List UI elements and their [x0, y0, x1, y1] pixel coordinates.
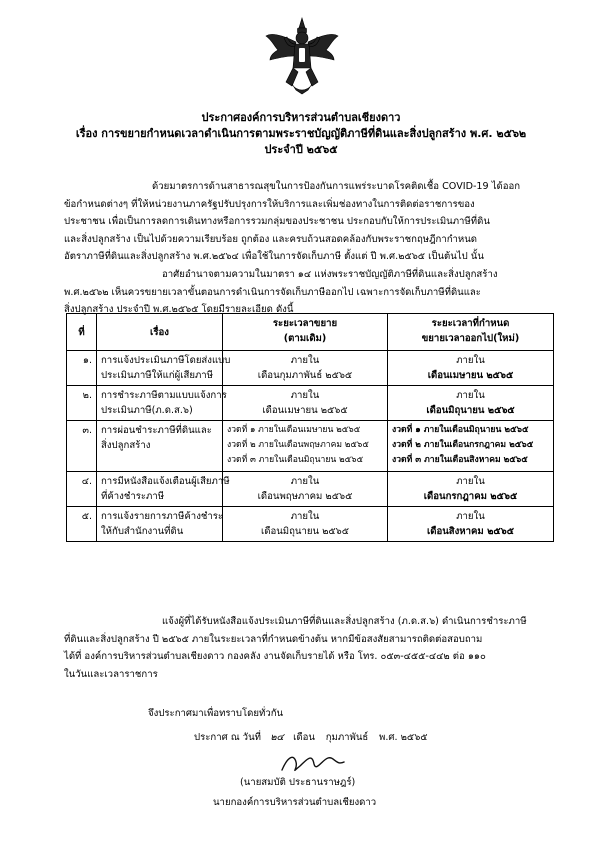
- row-old-period: [223, 351, 388, 386]
- row-no: ๑.: [67, 351, 97, 386]
- authority-line: สิ่งปลูกสร้าง ประจำปี พ.ศ.๒๕๖๕ โดยมีรายละเอียด ดังนี้: [64, 304, 294, 315]
- row-old-line: เดือนเมษายน ๒๕๖๕: [262, 405, 348, 416]
- row-old-line: งวดที่ ๑ ภายในเดือนเมษายน ๒๕๖๕: [227, 425, 361, 435]
- row-no: ๒.: [67, 386, 97, 421]
- row-subject-line: ประเมินภาษี(ภ.ด.ส.๖): [101, 405, 193, 416]
- row-subject: [97, 351, 231, 386]
- announcement-subject: เรื่อง การขยายกำหนดเวลาดำเนินการตามพระราชบัญญัติภาษีที่ดินและสิ่งปลูกสร้าง พ.ศ. ๒๕๖๒: [75, 127, 527, 140]
- intro-line: ด้วยมาตรการด้านสาธารณสุขในการป้องกันการแพร่ระบาดโรคติดเชื้อ COVID-19 ได้ออก: [152, 181, 521, 192]
- header-subject: เรื่อง: [97, 314, 223, 351]
- row-new-line: งวดที่ ๑ ภายในเดือนมิถุนายน ๒๕๖๕: [392, 425, 529, 435]
- notice-line: ที่ดินและสิ่งปลูกสร้าง ปี ๒๕๖๕ ภายในระยะเวลาที่กำหนดข้างต้น หากมีข้อสงสัยสามารถติดต่อสอบถาม: [64, 633, 483, 645]
- date-month-label: เดือน: [293, 732, 315, 743]
- row-subject: [97, 386, 227, 421]
- header-new-period: [388, 314, 554, 351]
- notice-line: แจ้งผู้ที่ได้รับหนังสือแจ้งประเมินภาษีที่ดินและสิ่งปลูกสร้าง (ภ.ด.ส.๖) ดำเนินการชำระภาษี: [162, 616, 527, 627]
- row-no: ๓.: [67, 421, 97, 472]
- notice-line: ได้ที่ องค์การบริหารส่วนตำบลเชียงดาว กองคลัง งานจัดเก็บรายได้ หรือ โทร. ๐๕๓-๔๕๕-๔๔๒ ต่อ ๑๑๐: [64, 651, 486, 662]
- row-new-period: [388, 386, 554, 421]
- row-old-line: งวดที่ ๓ ภายในเดือนมิถุนายน ๒๕๖๕: [227, 455, 364, 465]
- row-subject-line: การชำระภาษีตามแบบแจ้งการ: [101, 390, 227, 401]
- header-new-line2: ขยายเวลาออกไป(ใหม่): [421, 333, 520, 344]
- header-old-line2: (ตามเดิม): [283, 333, 327, 344]
- signatory-name: (นายสมบัติ ประธานราษฎร์): [240, 777, 356, 788]
- row-new-line: เดือนสิงหาคม ๒๕๖๕: [426, 526, 515, 537]
- row-subject-line: ให้กับสำนักงานที่ดิน: [101, 526, 184, 537]
- table-row: [67, 351, 554, 386]
- row-subject-line: ประเมินภาษีให้แก่ผู้เสียภาษี: [101, 370, 214, 381]
- header-old-period: [223, 314, 388, 351]
- intro-line: ประชาชน เพื่อเป็นการลดการเดินทางหรือการรวมกลุ่มของประชาชน ประกอบกับให้การประเมินภาษีที่ดิน: [64, 216, 490, 227]
- header-no: ที่: [67, 314, 97, 351]
- intro-line: ข้อกำหนดต่างๆ ที่ให้หน่วยงานภาครัฐปรับปรุงการให้บริการและเพิ่มช่องทางในการติดต่อราชการของ: [64, 198, 475, 210]
- notice-paragraph: [64, 613, 552, 683]
- date-year: พ.ศ. ๒๕๖๕: [379, 732, 428, 743]
- row-subject: [97, 472, 230, 507]
- row-old-period: [223, 421, 388, 472]
- row-subject-line: การแจ้งประเมินภาษีโดยส่งแบบ: [101, 355, 231, 366]
- row-new-period: [388, 507, 554, 542]
- notice-line: ในวันและเวลาราชการ: [64, 668, 158, 680]
- row-old-line: เดือนมิถุนายน ๒๕๖๕: [260, 526, 350, 537]
- row-old-period: [223, 386, 388, 421]
- date-prefix: ประกาศ ณ วันที่: [194, 732, 261, 743]
- intro-line: อัตราภาษีที่ดินและสิ่งปลูกสร้าง พ.ศ.๒๕๖๔ เพื่อใช้ในการจัดเก็บภาษี ตั้งแต่ ปี พ.ศ.๒๕๖๕ เป็นต้นไป นั้น: [64, 251, 484, 262]
- header-old-line1: ระยะเวลาขยาย: [272, 318, 338, 329]
- row-new-line: เดือนมิถุนายน ๒๕๖๕: [426, 405, 515, 416]
- row-new-line: ภายใน: [456, 390, 485, 401]
- header-new-line1: ระยะเวลาที่กำหนด: [431, 318, 510, 329]
- row-old-line: งวดที่ ๒ ภายในเดือนพฤษภาคม ๒๕๖๕: [227, 440, 369, 450]
- table-row: [67, 386, 554, 421]
- row-new-line: ภายใน: [456, 355, 485, 366]
- row-old-line: ภายใน: [290, 390, 320, 401]
- table-row: [67, 421, 554, 472]
- row-subject-line: สิ่งปลูกสร้าง: [101, 440, 151, 451]
- row-old-period: [223, 472, 388, 507]
- row-new-line: งวดที่ ๓ ภายในเดือนสิงหาคม ๒๕๖๕: [392, 455, 528, 465]
- garuda-emblem-icon: [264, 16, 340, 96]
- row-new-line: เดือนกรกฎาคม ๒๕๖๕: [423, 491, 518, 502]
- table-header-row: [67, 314, 554, 351]
- date-day: ๒๔: [270, 732, 284, 743]
- row-old-period: [223, 507, 388, 542]
- row-new-line: เดือนเมษายน ๒๕๖๕: [427, 370, 514, 381]
- row-subject-line: ที่ค้างชำระภาษี: [101, 491, 165, 502]
- signatory-position: นายกองค์การบริหารส่วนตำบลเชียงดาว: [213, 797, 377, 808]
- intro-line: และสิ่งปลูกสร้าง เป็นไปด้วยความเรียบร้อย ถูกต้อง และครบถ้วนสอดคล้องกับพระราชกฤษฎีกากำหนด: [64, 233, 478, 245]
- announcement-date: [194, 730, 428, 745]
- row-subject-line: การแจ้งรายการภาษีค้างชำระ: [101, 511, 224, 522]
- row-old-line: เดือนกุมภาพันธ์ ๒๕๖๕: [257, 370, 353, 381]
- row-old-line: เดือนพฤษภาคม ๒๕๖๕: [257, 491, 353, 502]
- row-subject: [97, 507, 223, 542]
- row-no: ๔.: [67, 472, 97, 507]
- row-old-line: ภายใน: [290, 511, 320, 522]
- authority-line: พ.ศ.๒๕๖๒ เห็นควรขยายเวลาขั้นตอนการดำเนินการจัดเก็บภาษีออกไป เฉพาะการจัดเก็บภาษีที่ดินและ: [64, 286, 481, 298]
- handwritten-signature: [278, 748, 348, 778]
- row-old-line: ภายใน: [290, 355, 320, 366]
- row-new-line: ภายใน: [456, 511, 485, 522]
- row-new-period: [388, 472, 554, 507]
- authority-paragraph: [64, 266, 552, 319]
- date-month: กุมภาพันธ์: [325, 732, 369, 743]
- row-new-period: [388, 351, 554, 386]
- authority-line: อาศัยอำนาจตามความในมาตรา ๑๔ แห่งพระราชบัญญัติภาษีที่ดินและสิ่งปลูกสร้าง: [162, 269, 498, 280]
- row-new-line: ภายใน: [456, 476, 485, 487]
- row-subject: [97, 421, 223, 472]
- row-no: ๕.: [67, 507, 97, 542]
- row-subject-line: การมีหนังสือแจ้งเตือนผู้เสียภาษี: [101, 476, 230, 487]
- fiscal-year: ประจำปี ๒๕๖๕: [264, 143, 338, 156]
- row-old-line: ภายใน: [290, 476, 320, 487]
- row-new-line: งวดที่ ๒ ภายในเดือนกรกฎาคม ๒๕๖๕: [392, 440, 534, 450]
- schedule-table: [66, 313, 554, 542]
- table-row: [67, 507, 554, 542]
- intro-paragraph: [64, 178, 552, 266]
- closing-statement: จึงประกาศมาเพื่อทราบโดยทั่วกัน: [148, 708, 284, 719]
- organization-title: ประกาศองค์การบริหารส่วนตำบลเชียงดาว: [201, 111, 401, 124]
- table-row: [67, 472, 554, 507]
- row-subject-line: การผ่อนชำระภาษีที่ดินและ: [101, 425, 212, 436]
- row-new-period: [388, 421, 554, 472]
